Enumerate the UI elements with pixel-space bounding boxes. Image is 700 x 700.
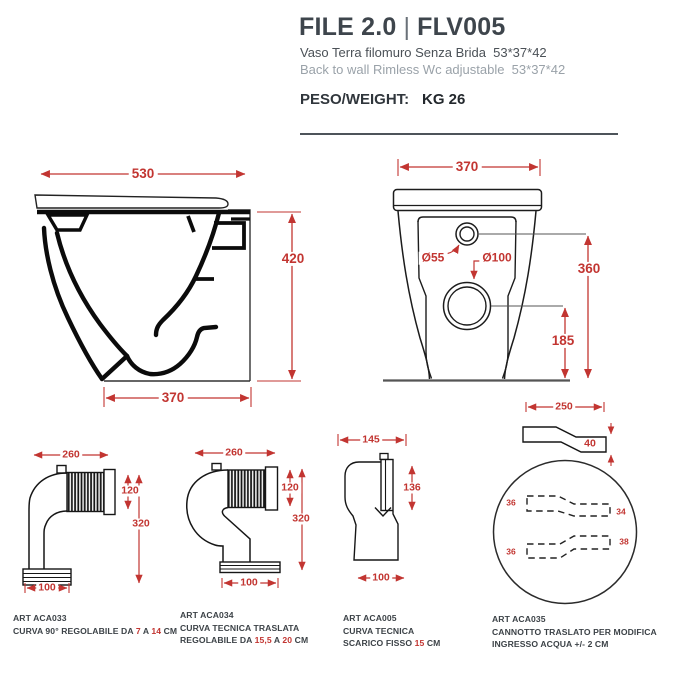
accessory-description: REGOLABILE DA 15,5 A 20 CM bbox=[180, 635, 309, 645]
title-separator: | bbox=[403, 13, 411, 41]
accessory-aca034-drawing bbox=[187, 453, 302, 588]
accessory-art-code: ART ACA035 bbox=[492, 614, 546, 624]
accessory-caption-aca035 bbox=[492, 613, 657, 651]
weight-label: PESO/WEIGHT: bbox=[300, 91, 410, 108]
accessory-caption-aca034 bbox=[180, 609, 308, 647]
dim-label-side-width: 530 bbox=[129, 167, 158, 181]
dim-label-a2-bottom: 100 bbox=[240, 576, 258, 589]
dim-label-a3-bottom: 100 bbox=[372, 571, 390, 584]
dim-label-front-width: 370 bbox=[453, 160, 482, 174]
accessory-aca005-drawing bbox=[338, 434, 412, 578]
dim-label-a4-tube1-left: 36 bbox=[506, 497, 516, 508]
accessory-description: CURVA TECNICA TRASLATA bbox=[180, 622, 300, 633]
title-code: FLV005 bbox=[417, 13, 506, 41]
accessory-aca033-drawing bbox=[23, 455, 139, 593]
accessory-art-code: ART ACA005 bbox=[343, 613, 397, 623]
page-title bbox=[299, 13, 505, 42]
dim-label-front-lower: 185 bbox=[549, 334, 578, 348]
side-view-drawing bbox=[35, 174, 301, 407]
accessory-art-code: ART ACA034 bbox=[180, 610, 234, 620]
dim-label-front-total: 360 bbox=[575, 262, 604, 276]
dim-label-a3-right: 136 bbox=[403, 481, 421, 494]
dim-label-small-hole: Ø55 bbox=[419, 252, 448, 265]
accessory-caption-aca033 bbox=[13, 612, 177, 637]
subtitle-italian: Vaso Terra filomuro Senza Brida 53*37*42 bbox=[300, 45, 547, 60]
accessory-description: INGRESSO ACQUA +/- 2 CM bbox=[492, 639, 609, 649]
weight-value: KG 26 bbox=[422, 91, 466, 108]
accessory-caption-aca005 bbox=[343, 612, 440, 650]
dim-label-a4-tube2-left: 36 bbox=[506, 546, 516, 557]
dim-label-large-hole: Ø100 bbox=[479, 252, 514, 265]
accessory-description: CURVA 90° REGOLABILE DA 7 A 14 CM bbox=[13, 625, 178, 636]
accessory-description: CANNOTTO TRASLATO PER MODIFICA bbox=[492, 626, 657, 637]
dim-label-side-depth: 370 bbox=[159, 391, 188, 405]
dim-label-a3-top: 145 bbox=[362, 433, 380, 446]
dim-label-a1-top: 260 bbox=[62, 448, 80, 461]
dim-label-a1-mid: 120 bbox=[121, 484, 139, 497]
dim-label-a2-top: 260 bbox=[225, 446, 243, 459]
accessory-description: CURVA TECNICA bbox=[343, 625, 415, 636]
accessory-description: SCARICO FISSO 15 CM bbox=[343, 638, 441, 648]
dim-label-a4-top: 250 bbox=[555, 400, 573, 413]
dim-label-a4-tube1-right: 34 bbox=[616, 506, 626, 517]
header-divider bbox=[300, 133, 618, 135]
dim-label-a1-right: 320 bbox=[132, 517, 150, 530]
subtitle-english: Back to wall Rimless Wc adjustable 53*37*42 bbox=[300, 62, 566, 77]
dim-label-a4-tube2-right: 38 bbox=[619, 536, 629, 547]
accessory-art-code: ART ACA033 bbox=[13, 613, 67, 623]
dim-label-a2-right: 320 bbox=[292, 512, 310, 525]
dim-label-side-height: 420 bbox=[279, 252, 308, 266]
dim-label-a4-inner: 40 bbox=[584, 437, 596, 450]
dim-label-a1-bottom: 100 bbox=[38, 581, 56, 594]
dim-label-a2-mid: 120 bbox=[281, 481, 299, 494]
title-series: FILE 2.0 bbox=[299, 13, 397, 41]
